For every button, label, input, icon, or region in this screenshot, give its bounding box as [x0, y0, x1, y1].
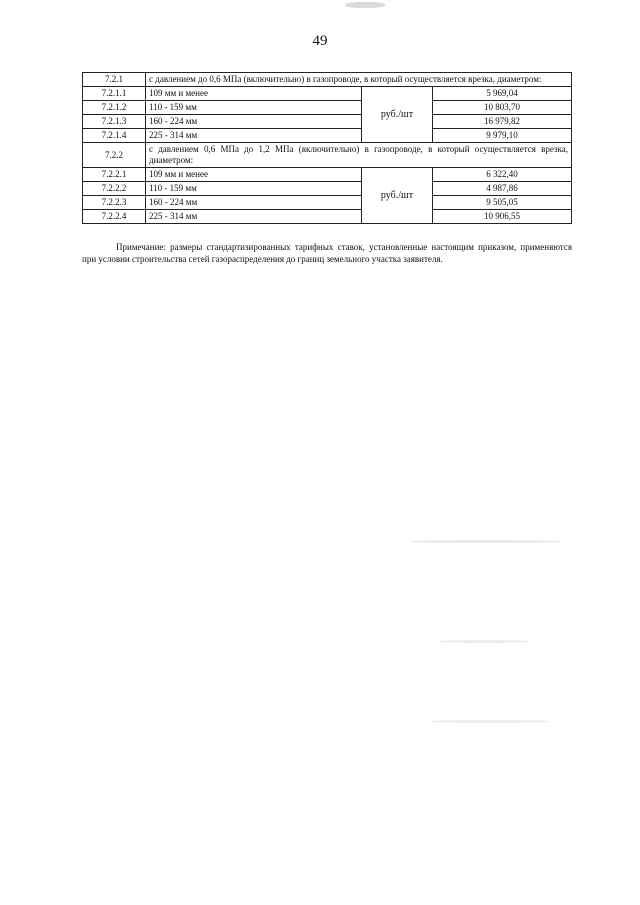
page-number: 49	[312, 33, 328, 49]
row-diameter: 109 мм и менее	[146, 87, 362, 101]
row-value: 9 979,10	[433, 129, 572, 143]
row-code: 7.2.1.4	[83, 129, 146, 143]
row-value: 4 987,86	[433, 182, 572, 196]
row-diameter: 110 - 159 мм	[146, 182, 362, 196]
table-row	[83, 129, 572, 143]
row-value: 10 803,70	[433, 101, 572, 115]
scan-smudge	[430, 720, 550, 723]
row-code: 7.2.2.2	[83, 182, 146, 196]
table-row	[83, 182, 572, 196]
note-text: Примечание: размеры стандартизированных тарифных ставок, установленные настоящим приказом, применяются при условии строительства сетей газораспределения до границ земельного участка заявителя.	[82, 242, 572, 264]
row-diameter: 225 - 314 мм	[146, 129, 362, 143]
unit-cell: руб./шт	[362, 87, 433, 143]
row-code: 7.2.1.3	[83, 115, 146, 129]
scan-smudge	[410, 540, 560, 543]
row-code: 7.2.1.1	[83, 87, 146, 101]
unit-cell: руб./шт	[362, 168, 433, 224]
table-row	[83, 87, 572, 101]
table-row	[83, 115, 572, 129]
scan-smudge	[345, 2, 385, 8]
row-code: 7.2.2.1	[83, 168, 146, 182]
row-value: 10 906,55	[433, 210, 572, 224]
table-row	[83, 101, 572, 115]
row-code: 7.2.2.3	[83, 196, 146, 210]
section-header-row	[83, 143, 572, 168]
table-row	[83, 210, 572, 224]
scan-smudge	[440, 640, 530, 643]
row-diameter: 110 - 159 мм	[146, 101, 362, 115]
row-diameter: 109 мм и менее	[146, 168, 362, 182]
table-row	[83, 196, 572, 210]
row-value: 6 322,40	[433, 168, 572, 182]
section-code: 7.2.1	[83, 73, 146, 87]
row-diameter: 225 - 314 мм	[146, 210, 362, 224]
tariff-table	[82, 72, 572, 224]
row-diameter: 160 - 224 мм	[146, 115, 362, 129]
row-value: 16 979,82	[433, 115, 572, 129]
row-code: 7.2.1.2	[83, 101, 146, 115]
section-code: 7.2.2	[83, 143, 146, 168]
section-header-row	[83, 73, 572, 87]
row-value: 5 969,04	[433, 87, 572, 101]
row-value: 9 505,05	[433, 196, 572, 210]
row-code: 7.2.2.4	[83, 210, 146, 224]
section-title: с давлением 0,6 МПа до 1,2 МПа (включительно) в газопроводе, в который осуществляется врезка, диаметром:	[146, 143, 572, 168]
section-title: с давлением до 0,6 МПа (включительно) в газопроводе, в который осуществляется врезка, диаметром:	[146, 73, 572, 87]
row-diameter: 160 - 224 мм	[146, 196, 362, 210]
table-row	[83, 168, 572, 182]
